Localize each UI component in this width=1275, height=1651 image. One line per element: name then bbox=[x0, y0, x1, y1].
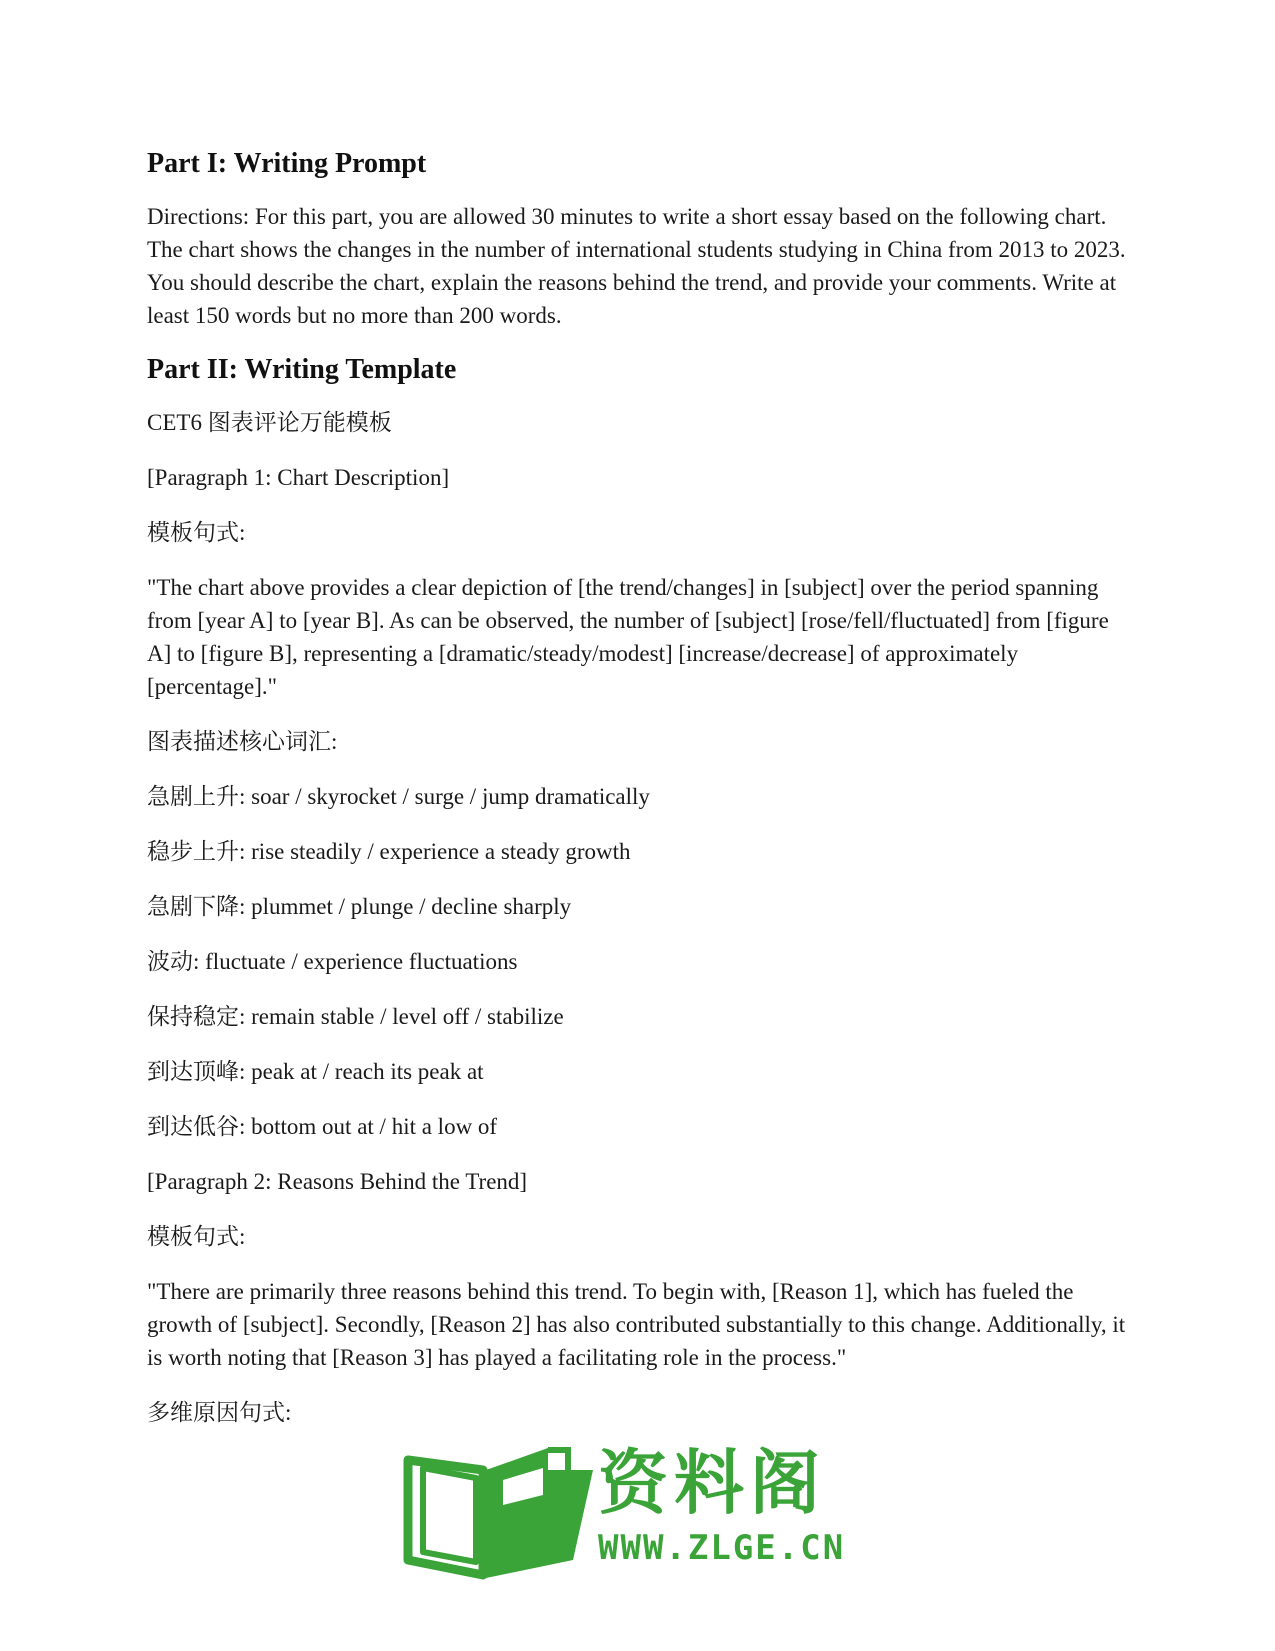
part1-directions: Directions: For this part, you are allowed 30 minutes to write a short essay based on the following chart. The chart shows the changes in the number of international students studying in China from 2013 to 2023. You should describe the chart, explain the reasons behind the trend, and provide your comments. Write at least 150 words but no more than 200 words. bbox=[147, 204, 1126, 328]
paragraph1-template: "The chart above provides a clear depiction of [the trend/changes] in [subject] over the period spanning from [year A] to [year B]. As can be observed, the number of [subject] [rose/fell/fluctuated] from [figure A] to [figure B], representing a [dramatic/steady/modest] [increase/decrease] of approximately [percentage]." bbox=[147, 575, 1109, 699]
part1-heading: Part I: Writing Prompt bbox=[147, 148, 427, 179]
vocab-item: 波动: fluctuate / experience fluctuations bbox=[147, 949, 518, 974]
paragraph2-label: [Paragraph 2: Reasons Behind the Trend] bbox=[147, 1169, 528, 1194]
open-book-icon bbox=[398, 1440, 598, 1585]
paragraph1-label: [Paragraph 1: Chart Description] bbox=[147, 465, 450, 490]
vocab-item: 到达低谷: bottom out at / hit a low of bbox=[147, 1114, 498, 1139]
multi-reason-label: 多维原因句式: bbox=[147, 1400, 292, 1425]
watermark-name: 资料阁 bbox=[598, 1442, 826, 1524]
watermark-url: WWW.ZLGE.CN bbox=[598, 1528, 846, 1568]
vocab-item: 到达顶峰: peak at / reach its peak at bbox=[147, 1059, 484, 1084]
vocab-item: 急剧下降: plummet / plunge / decline sharply bbox=[147, 894, 572, 919]
vocab-label: 图表描述核心词汇: bbox=[147, 729, 338, 754]
watermark-logo bbox=[398, 1440, 878, 1585]
vocab-item: 急剧上升: soar / skyrocket / surge / jump dramatically bbox=[147, 784, 650, 809]
sentence-pattern-label: 模板句式: bbox=[147, 520, 246, 545]
paragraph2-template: "There are primarily three reasons behind this trend. To begin with, [Reason 1], which has fueled the growth of [subject]. Secondly, [Reason 2] has also contributed substantially to this change. Additionally, it is worth noting that [Reason 3] has played a facilitating role in the process." bbox=[147, 1279, 1126, 1370]
part2-heading: Part II: Writing Template bbox=[147, 354, 457, 385]
vocab-item: 保持稳定: remain stable / level off / stabilize bbox=[147, 1004, 564, 1029]
document-body bbox=[147, 148, 1127, 1451]
template-title: CET6 图表评论万能模板 bbox=[147, 410, 392, 435]
vocab-item: 稳步上升: rise steadily / experience a steady growth bbox=[147, 839, 631, 864]
sentence-pattern-label: 模板句式: bbox=[147, 1224, 246, 1249]
